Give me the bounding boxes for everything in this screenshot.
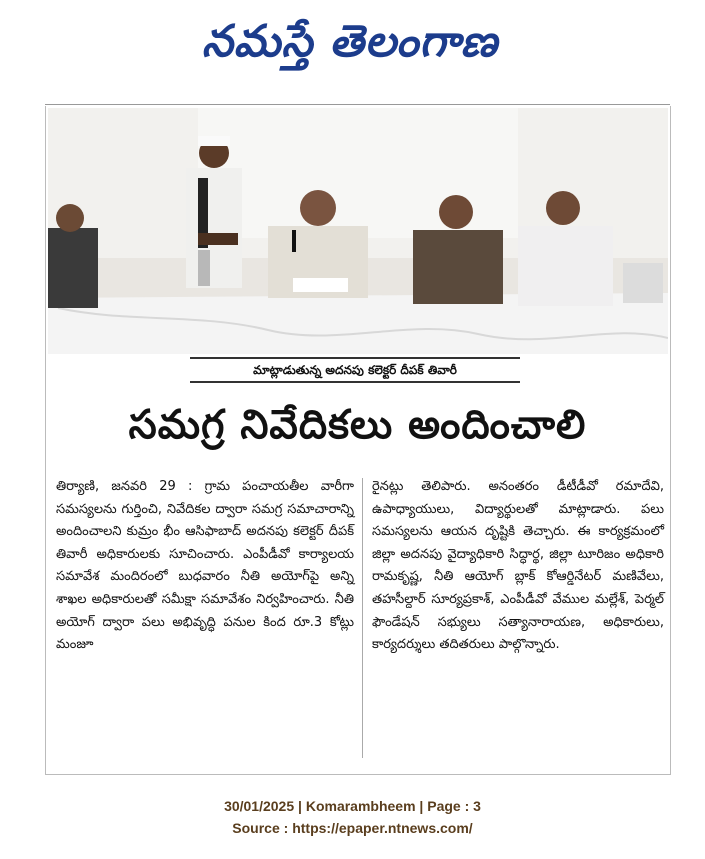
- article-photo: [48, 108, 668, 354]
- article-column-left: తిర్యాణి, జనవరి 29 : గ్రామ పంచాయతీల వారీగా సమస్యలను గుర్తించి, నివేదికల ద్వారా సమగ్ర సమాచారాన్ని అందించాలని కుమ్రం భీం ఆసిఫాబాద్ అదనపు కలెక్టర్ దీపక్ తివారీ అధికారులకు సూచించారు. ఎంపీడీవో కార్యాలయ సమావేశ మందిరంలో బుధవారం నీతి అయోగ్‌పై అన్ని శాఖల అధికారులతో సమీక్షా సమావేశం నిర్వహించారు. నీతి అయోగ్ ద్వారా పలు అభివృద్ధి పనుల కింద రూ.3 కోట్లు మంజూ: [56, 479, 354, 653]
- footer-source-link[interactable]: Source : https://epaper.ntnews.com/: [232, 820, 473, 836]
- photo-caption: మాట్లాడుతున్న అదనపు కలెక్టర్ దీపక్ తివారీ: [190, 357, 520, 383]
- top-rule: [45, 104, 670, 105]
- footer-date-line: 30/01/2025 | Komarambheem | Page : 3: [224, 798, 481, 814]
- column-divider: [362, 478, 363, 758]
- article-headline: సమగ్ర నివేదికలు అందించాలి: [128, 402, 587, 448]
- newspaper-masthead: నమస్తే తెలంగాణ: [201, 16, 499, 67]
- article-column-right: రైనట్లు తెలిపారు. అనంతరం డీటీడీవో రమాదేవి, ఉపాధ్యాయులు, విద్యార్థులతో మాట్లాడారు. పలు సమస్యలను ఆయన దృష్టికి తెచ్చారు. ఈ కార్యక్రమంలో జిల్లా అదనపు వైద్యాధికారి సిద్ధార్థ, జిల్లా టూరిజం అధికారి రామకృష్ణ, నీతి ఆయోగ్ బ్లాక్ కోఆర్డినేటర్ మణివేలు, తహసీల్దార్ సూర్యప్రకాశ్, ఎంపీడీవో వేముల మల్లేశ్, పెర్మల్ ఫౌండేషన్ సభ్యులు సత్యానారాయణ, అధికారులు, కార్యదర్శులు తదితరులు పాల్గొన్నారు.: [372, 479, 664, 653]
